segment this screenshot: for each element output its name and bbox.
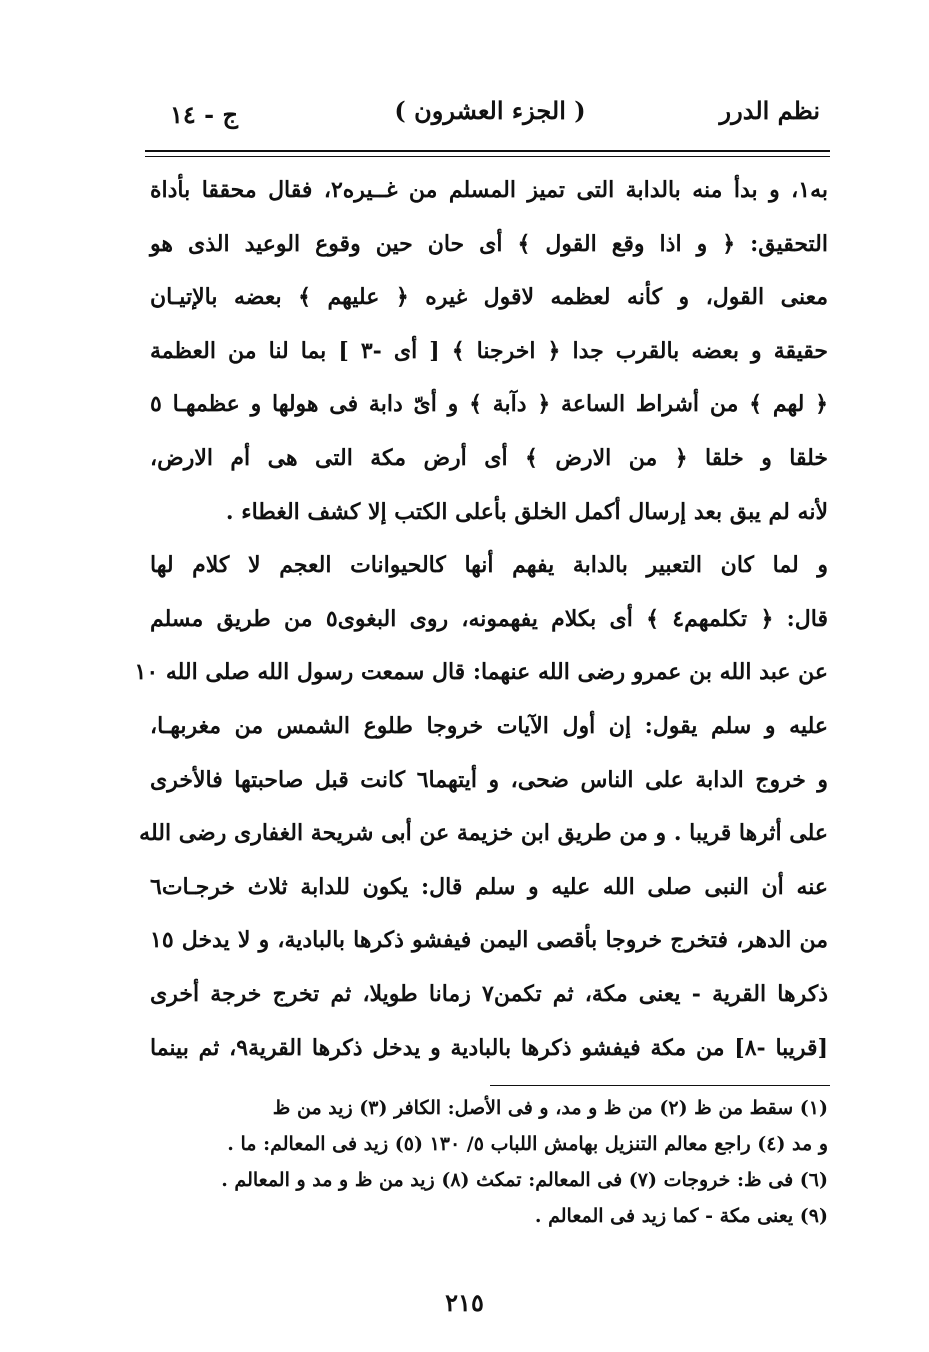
part-title: ( الجزء العشرون ) [394,96,586,125]
text-line: قال: ﴿ تكلمهم٤ ﴾ أى بكلام يفهمونه، روى البغوى٥ من طريق مسلم [150,605,828,632]
text-line: به١، و بدأ منه بالدابة التى تميز المسلم من غــيره٢، فقال محققا بأداة [150,177,828,203]
main-text [134,164,829,1075]
footnote-line: و مد (٤) راجع معالم التنزيل بهامش اللباب ٥/ ١٣٠ (٥) زيد فى المعالم: ما . [227,1133,828,1155]
text-line: حقيقة و بعضه بالقرب جدا ﴿ اخرجنا ﴾ [ أى -٣ ] بما لنا من العظمة [150,337,828,364]
text-line: ﴿ لهم ﴾ من أشراط الساعة ﴿ دآبة ﴾ و أىّ دابة فى هولها و عظمهـا ٥ [150,391,828,418]
text-line: عنه أن النبى صلى الله عليه و سلم قال: يكون للدابة ثلاث خرجـات٦ [150,873,828,900]
book-title: نظم الدرر [719,96,820,125]
text-line: معنى القول، و كأنه لعظمه لاقول غيره ﴿ عليهم ﴾ بعضه بالإتيـان [150,284,828,311]
volume-label: ج - ١٤ [170,100,238,129]
text-line: عليه و سلم يقول: إن أول الآيات خروجا طلوع الشمس من مغربهـا، [150,712,828,739]
footnote-rule [490,1085,830,1086]
text-line: و لما كان التعبير بالدابة يفهم أنها كالحيوانات العجم لا كلام لها [150,552,828,579]
text-line: [قريبا -٨] من مكة فيفشو ذكرها بالبادية و يدخل ذكرها القرية٩، ثم بينما [150,1034,828,1061]
text-line: من الدهر، فتخرج خروجا بأقصى اليمن فيفشو ذكرها بالبادية، و لا يدخل ١٥ [150,927,828,954]
text-line: خلقا و خلقا ﴿ من الارض ﴾ أى أرض مكة التى هى أم الارض، [150,444,828,471]
footnote-line: (٩) يعنى مكة - كما زيد فى المعالم . [534,1205,828,1227]
text-line: على أثرها قريبا . و من طريق ابن خزيمة عن أبى شريحة الغفارى رضى الله [139,820,828,847]
page-number: ٢١٥ [445,1288,484,1317]
footnote-line: (١) سقط من ظ (٢) من ظ و مد، و فى الأصل: الكافر (٣) زيد من ظ [272,1097,828,1119]
running-header [160,96,820,140]
header-rule [145,150,830,152]
text-line: لأنه لم يبق بعد إرسال أكمل الخلق بأعلى الكتب إلا كشف الغطاء . [225,498,828,525]
text-line: و خروج الدابة على الناس ضحى، و أيتهما٦ كانت قبل صاحبتها فالأخرى [150,766,829,793]
header-rule-thin [145,156,830,157]
text-line: ذكرها القرية - يعنى مكة، ثم تكمن٧ زمانا طويلا، ثم تخرج خرجة أخرى [150,980,828,1007]
text-line: عن عبد الله بن عمرو رضى الله عنهما: قال سمعت رسول الله صلى الله ١٠ [134,659,828,686]
text-line: التحقيق: ﴿ و اذا وقع القول ﴾ أى حان حين وقوع الوعيد الذى هو [150,230,828,257]
footnotes [150,1090,828,1234]
footnote-line: (٦) فى ظ: خروجات (٧) فى المعالم: تمكث (٨) زيد من ظ و مد و المعالم . [221,1169,828,1191]
